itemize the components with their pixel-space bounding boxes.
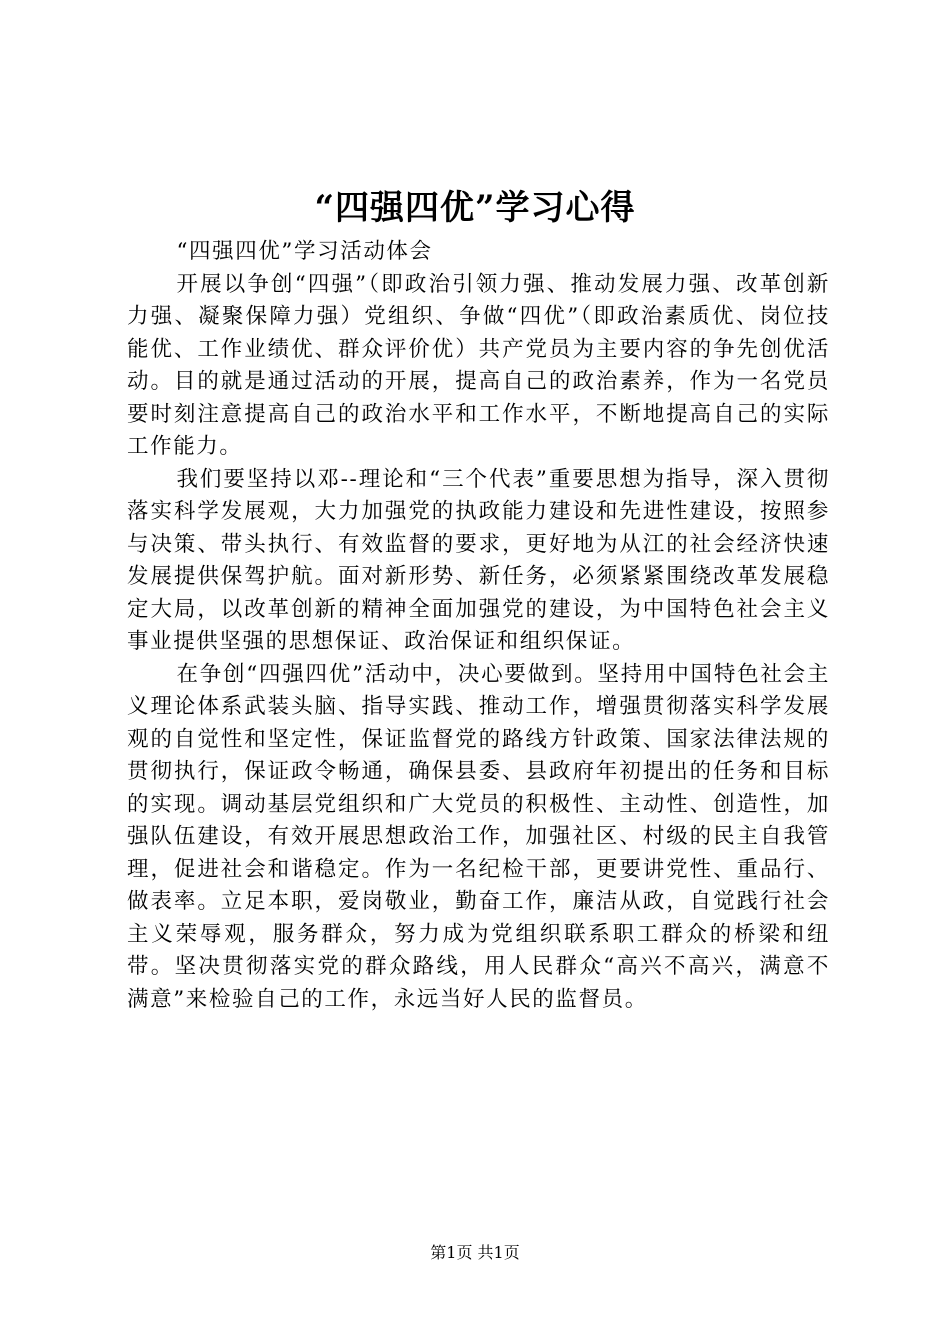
document-title: “四强四优”学习心得 bbox=[314, 188, 636, 228]
paragraph-3: 在争创“四强四优”活动中，决心要做到。坚持用中国特色社会主义理论体系武装头脑、指导实践、推动工作，增强贯彻落实科学发展观的自觉性和坚定性，保证监督党的路线方针政策、国家法律法规的贯彻执行，保证政令畅通，确保县委、县政府年初提出的任务和目标的实现。调动基层党组织和广大党员的积极性、主动性、创造性，加强队伍建设，有效开展思想政治工作，加强社区、村级的民主自我管理，促进社会和谐稳定。作为一名纪检干部，更要讲党性、重品行、做表率。立足本职，爱岗敬业，勤奋工作，廉洁从政，自觉践行社会主义荣辱观，服务群众，努力成为党组织联系职工群众的桥梁和纽带。坚决贯彻落实党的群众路线，用人民群众“高兴不高兴，满意不满意”来检验自己的工作，永远当好人民的监督员。 bbox=[127, 661, 830, 1012]
paragraph-1: 开展以争创“四强”（即政治引领力强、推动发展力强、改革创新力强、凝聚保障力强）党组织、争做“四优”（即政治素质优、岗位技能优、工作业绩优、群众评价优）共产党员为主要内容的争先创优活动。目的就是通过活动的开展，提高自己的政治素养，作为一名党员要时刻注意提高自己的政治水平和工作水平，不断地提高自己的实际工作能力。 bbox=[127, 271, 830, 459]
page-footer: 第1页 共1页 bbox=[430, 1243, 520, 1262]
document-body bbox=[127, 236, 830, 1016]
paragraph-2: 我们要坚持以邓--理论和“三个代表”重要思想为指导，深入贯彻落实科学发展观，大力加强党的执政能力建设和先进性建设，按照参与决策、带头执行、有效监督的要求，更好地为从江的社会经济快速发展提供保驾护航。面对新形势、新任务，必须紧紧围绕改革发展稳定大局，以改革创新的精神全面加强党的建设，为中国特色社会主义事业提供坚强的思想保证、政治保证和组织保证。 bbox=[127, 466, 830, 654]
document-subtitle: “四强四优”学习活动体会 bbox=[176, 239, 433, 264]
